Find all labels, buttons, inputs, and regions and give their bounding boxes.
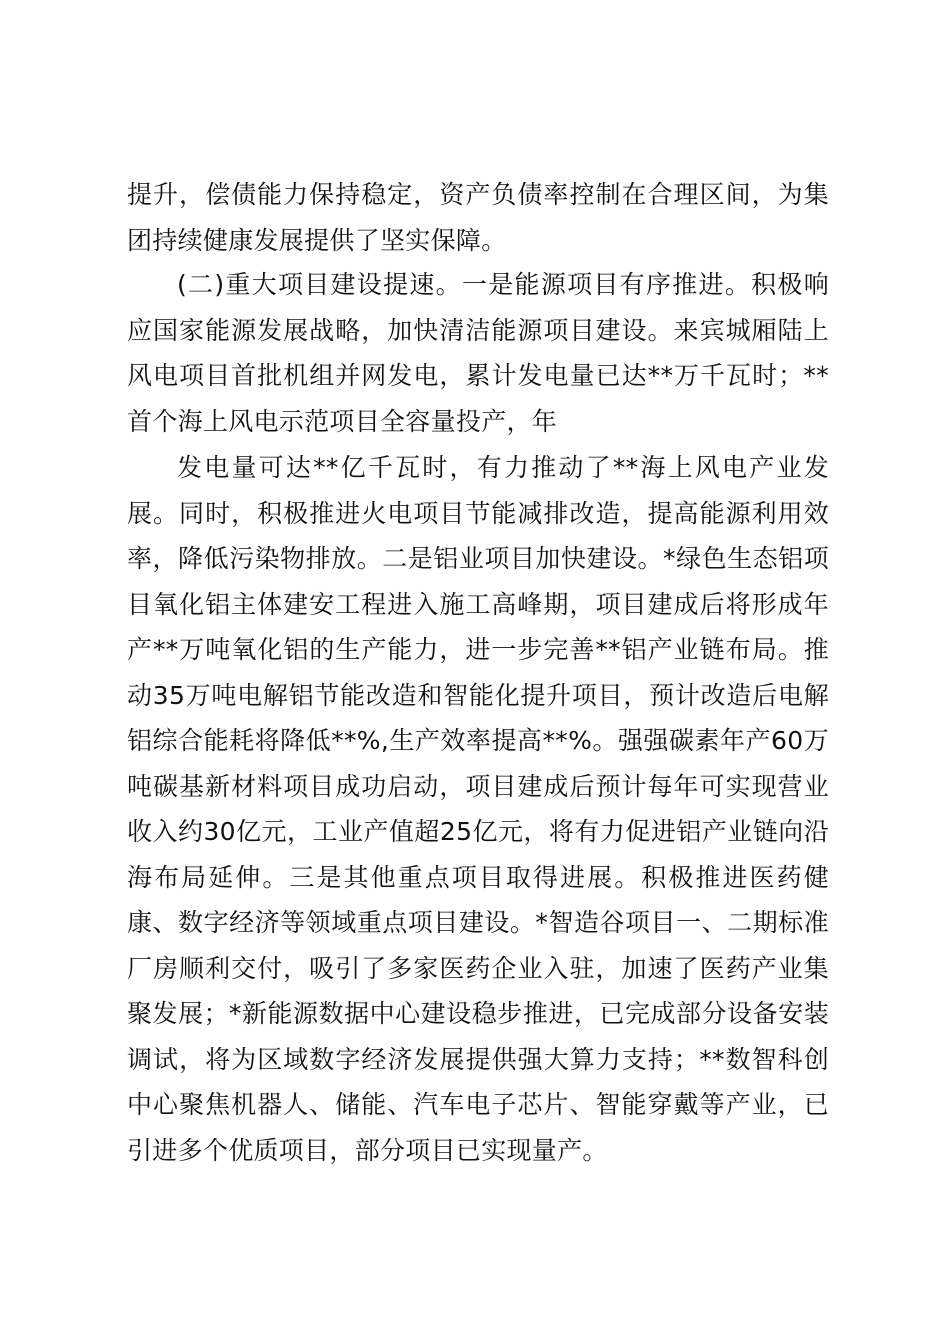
- paragraph-text: (二)重大项目建设提速。一是能源项目有序推进。积极响应国家能源发展战略，加快清洁能源项目建设。来宾城厢陆上风电项目首批机组并网发电，累计发电量已达**万千瓦时；**首个海上风电示范项目全容量投产，年: [127, 270, 829, 436]
- paragraph-major-projects: [127, 262, 829, 444]
- paragraph-text: 提升，偿债能力保持稳定，资产负债率控制在合理区间，为集团持续健康发展提供了坚实保障。: [127, 180, 829, 255]
- paragraph-project-details: [127, 445, 829, 1173]
- paragraph-continuation: [127, 172, 829, 263]
- paragraph-text: 发电量可达**亿千瓦时，有力推动了**海上风电产业发展。同时，积极推进火电项目节能减排改造，提高能源利用效率，降低污染物排放。二是铝业项目加快建设。*绿色生态铝项目氧化铝主体建安工程进入施工高峰期，项目建成后将形成年产**万吨氧化铝的生产能力，进一步完善**铝产业链布局。推动35万吨电解铝节能改造和智能化提升项目，预计改造后电解铝综合能耗将降低**%,生产效率提高**%。强强碳素年产60万吨碳基新材料项目成功启动，项目建成后预计每年可实现营业收入约30亿元，工业产值超25亿元，将有力促进铝产业链向沿海布局延伸。三是其他重点项目取得进展。积极推进医药健康、数字经济等领域重点项目建设。*智造谷项目一、二期标准厂房顺利交付，吸引了多家医药企业入驻，加速了医药产业集聚发展；*新能源数据中心建设稳步推进，已完成部分设备安装调试，将为区域数字经济发展提供强大算力支持；**数智科创中心聚焦机器人、储能、汽车电子芯片、智能穿戴等产业，已引进多个优质项目，部分项目已实现量产。: [127, 453, 829, 1165]
